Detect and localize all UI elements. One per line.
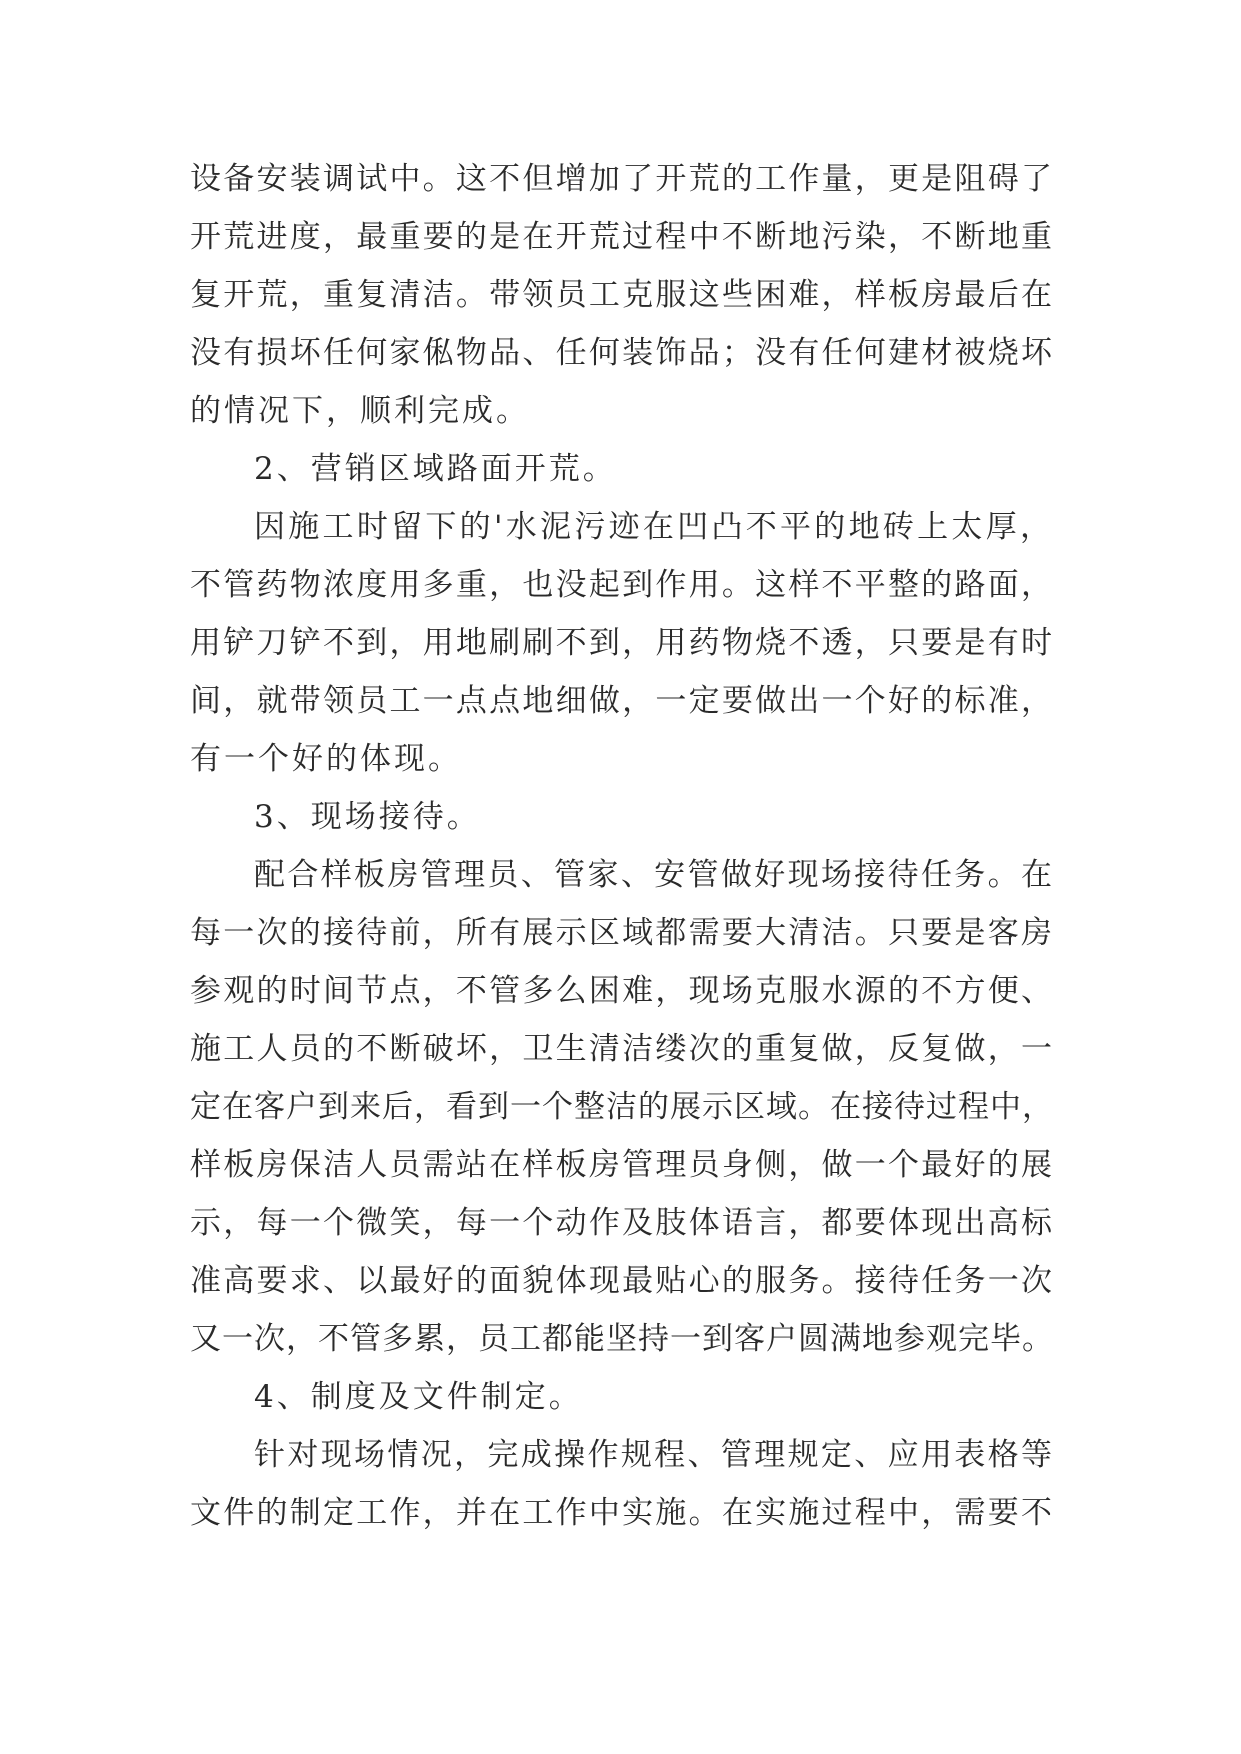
text-line: 配合样板房管理员、管家、安管做好现场接待任务。在 (254, 857, 1054, 893)
text-line: 开荒进度，最重要的是在开荒过程中不断地污染，不断地重 (190, 219, 1054, 255)
text-line: 因施工时留下的'水泥污迹在凹凸不平的地砖上太厚， (254, 509, 1054, 545)
text-line: 参观的时间节点，不管多么困难，现场克服水源的不方便、 (190, 973, 1054, 1009)
section-heading: 3、现场接待。 (254, 799, 481, 835)
document-body (190, 150, 1054, 1542)
text-line: 复开荒，重复清洁。带领员工克服这些困难，样板房最后在 (190, 277, 1054, 313)
text-line: 间，就带领员工一点点地细做，一定要做出一个好的标准， (190, 683, 1054, 719)
text-line: 样板房保洁人员需站在样板房管理员身侧，做一个最好的展 (190, 1147, 1054, 1183)
text-line: 每一次的接待前，所有展示区域都需要大清洁。只要是客房 (190, 915, 1054, 951)
text-line: 设备安装调试中。这不但增加了开荒的工作量，更是阻碍了 (190, 161, 1054, 197)
text-line: 不管药物浓度用多重，也没起到作用。这样不平整的路面， (190, 567, 1054, 603)
text-line: 文件的制定工作，并在工作中实施。在实施过程中，需要不 (190, 1495, 1054, 1531)
text-line: 准高要求、以最好的面貌体现最贴心的服务。接待任务一次 (190, 1263, 1054, 1299)
text-line: 施工人员的不断破坏，卫生清洁缕次的重复做，反复做，一 (190, 1031, 1054, 1067)
text-line: 针对现场情况，完成操作规程、管理规定、应用表格等 (254, 1437, 1054, 1473)
section-heading: 4、制度及文件制定。 (254, 1379, 583, 1415)
text-line: 的情况下，顺利完成。 (190, 393, 530, 429)
text-line: 示，每一个微笑，每一个动作及肢体语言，都要体现出高标 (190, 1205, 1054, 1241)
text-line: 没有损坏任何家俬物品、任何装饰品；没有任何建材被烧坏 (190, 335, 1054, 371)
section-heading: 2、营销区域路面开荒。 (254, 451, 617, 487)
text-line: 用铲刀铲不到，用地刷刷不到，用药物烧不透，只要是有时 (190, 625, 1054, 661)
text-line: 有一个好的体现。 (190, 741, 462, 777)
text-line: 定在客户到来后，看到一个整洁的展示区域。在接待过程中， (190, 1089, 1054, 1125)
text-line: 又一次，不管多累，员工都能坚持一到客户圆满地参观完毕。 (190, 1321, 1054, 1357)
